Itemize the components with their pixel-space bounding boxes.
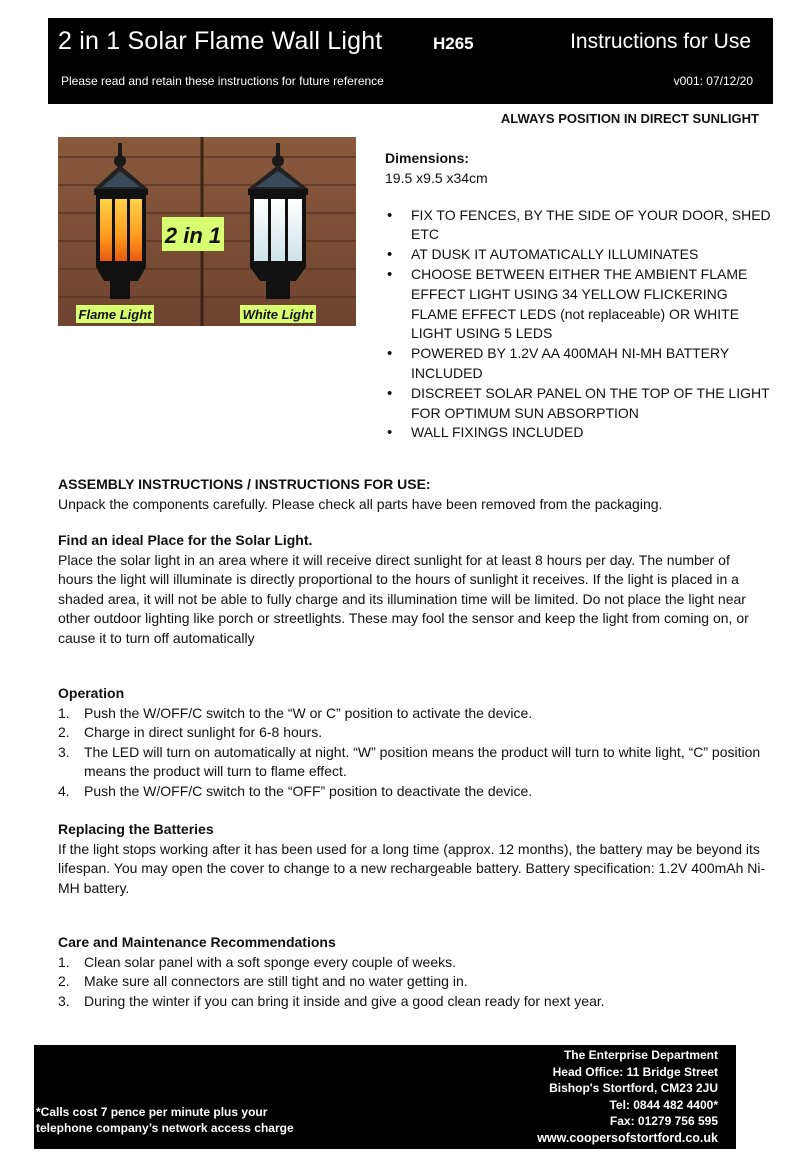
version-label: v001: 07/12/20 [673,74,753,88]
feature-item: • FIX TO FENCES, BY THE SIDE OF YOUR DOOR, SHED ETC [385,206,775,246]
dimensions-label: Dimensions: [385,150,470,166]
company-footer [34,1045,736,1149]
step-text: Charge in direct sunlight for 6-8 hours. [84,724,323,741]
care-step [58,953,766,973]
feature-item: • WALL FIXINGS INCLUDED [385,423,775,443]
feature-item: • POWERED BY 1.2V AA 400MAH NI-MH BATTERY INCLUDED [385,344,775,384]
placement-text: Place the solar light in an area where it will receive direct sunlight for at least 8 hours per day. The number of hours the light will illuminate is directly proportional to the hours of sunlight it receives. If the light is placed in a shaded area, it will not be able to fully charge and its illumination time will be limited. Do not place the light near other outdoor lighting like porch or streetlights. These may fool the sensor and keep the light from coming on, or cause it to turn off automatically [58,551,749,646]
specifications [385,149,775,443]
fax-number: Fax: 01279 756 595 [609,1114,718,1129]
batteries-section [58,820,766,898]
retain-note: Please read and retain these instructions for future reference [61,74,384,88]
feature-item: • CHOOSE BETWEEN EITHER THE AMBIENT FLAME EFFECT LIGHT USING 34 YELLOW FLICKERING FLAME EFFECT LEDS (not replaceable) OR WHITE LIGHT USING 5 LEDS [385,265,775,344]
step-number: 1. [58,704,70,721]
step-number: 1. [58,953,70,970]
step-text: Push the W/OFF/C switch to the “W or C” position to activate the device. [84,704,533,721]
company-address [537,1047,718,1147]
badge-text: 2 in 1 [164,223,222,248]
care-heading: Care and Maintenance Recommendations [58,934,336,950]
department-name: The Enterprise Department [563,1048,718,1062]
call-charges-line: telephone company’s network access charge [36,1120,294,1135]
white-caption: White Light [242,307,314,322]
step-number: 2. [58,973,70,990]
call-charges-line: *Calls cost 7 pence per minute plus your [36,1105,268,1119]
step-number: 4. [58,782,70,799]
instructions-label: Instructions for Use [570,30,751,53]
placement-heading: Find an ideal Place for the Solar Light. [58,532,313,548]
website-url: www.coopersofstortford.co.uk [537,1130,718,1145]
batteries-heading: Replacing the Batteries [58,821,214,837]
product-title: 2 in 1 Solar Flame Wall Light [58,27,383,55]
batteries-text: If the light stops working after it has been used for a long time (approx. 12 months), the battery may be beyond its lifespan. You may open the cover to change to a new rechargeable battery. Battery specification: 1.2V 400mAh Ni-MH battery. [58,840,766,896]
head-office: Head Office: 11 Bridge Street [552,1064,718,1079]
operation-step [58,743,766,782]
document-header [48,18,773,104]
product-photo [58,137,356,326]
operation-steps [58,704,766,802]
step-text: Make sure all connectors are still tight and no water getting in. [84,973,468,990]
placement-section [58,531,766,649]
operation-section [58,684,766,802]
step-number: 3. [58,743,70,760]
assembly-section [58,475,766,514]
operation-step [58,723,766,743]
care-steps [58,953,766,1012]
operation-heading: Operation [58,685,125,701]
sunlight-note: ALWAYS POSITION IN DIRECT SUNLIGHT [500,111,759,126]
operation-step [58,704,766,724]
assembly-text: Unpack the components carefully. Please check all parts have been removed from the packaging. [58,495,663,512]
feature-item: • DISCREET SOLAR PANEL ON THE TOP OF THE LIGHT FOR OPTIMUM SUN ABSORPTION [385,384,775,424]
step-text: The LED will turn on automatically at night. “W” position means the product will turn to white light, “C” position means the product will turn to flame effect. [84,743,761,780]
town-postcode: Bishop's Stortford, CM23 2JU [549,1081,718,1096]
assembly-heading: ASSEMBLY INSTRUCTIONS / INSTRUCTIONS FOR USE: [58,476,431,492]
call-charges-note [36,1105,294,1136]
feature-item: • AT DUSK IT AUTOMATICALLY ILLUMINATES [385,245,775,265]
step-text: Clean solar panel with a soft sponge every couple of weeks. [84,953,456,970]
dimensions-value: 19.5 x9.5 x34cm [385,169,488,186]
telephone-number: Tel: 0844 482 4400* [609,1097,718,1112]
step-text: During the winter if you can bring it inside and give a good clean ready for next year. [84,992,605,1009]
care-section [58,933,766,1011]
operation-step [58,782,766,802]
product-illustration [58,137,356,326]
care-step [58,972,766,992]
step-text: Push the W/OFF/C switch to the “OFF” position to deactivate the device. [84,782,533,799]
feature-list [385,206,775,444]
step-number: 3. [58,992,70,1009]
flame-caption: Flame Light [78,307,152,322]
step-number: 2. [58,724,70,741]
product-code: H265 [433,34,474,53]
care-step [58,992,766,1012]
